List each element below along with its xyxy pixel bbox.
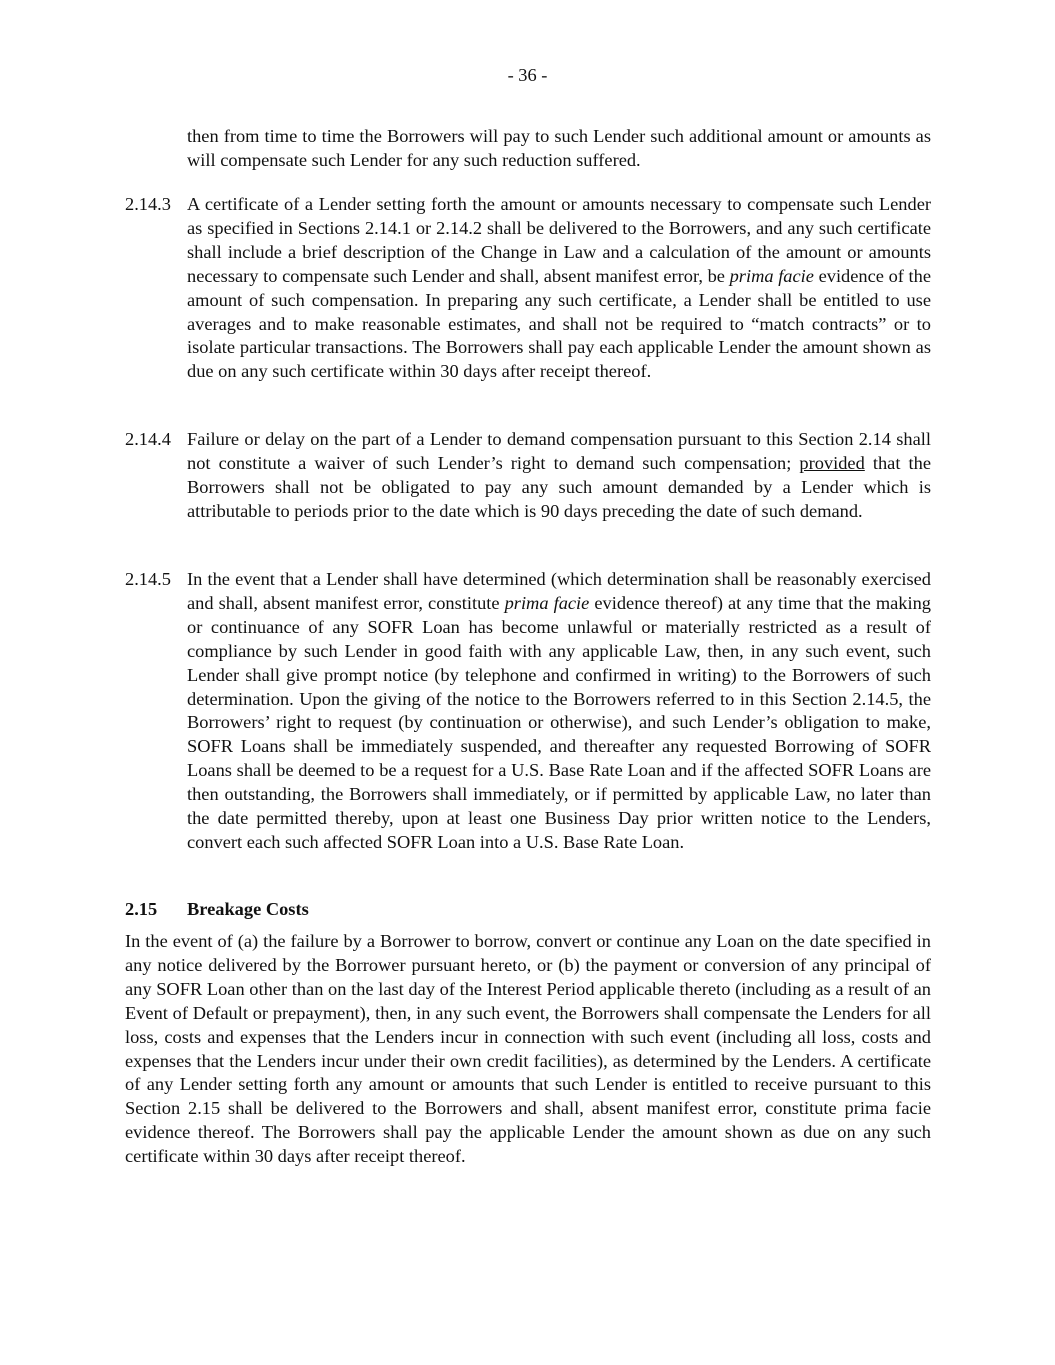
page-number: - 36 - <box>507 65 548 85</box>
continuation-paragraph: then from time to time the Borrowers will pay to such Lender such additional amount or amounts as will compensate such Lender for any such reduction suffered. <box>187 126 931 170</box>
section-number: 2.14.3 <box>125 194 171 214</box>
section-2-14-4 <box>125 428 931 524</box>
section-text: In the event that a Lender shall have determined (which determination shall be reasonably exercised and shall, absent manifest error, constitute prima facie evidence thereof) at any time that the making or continuance of any SOFR Loan has become unlawful or materially restricted as a result of compliance by such Lender in good faith with any applicable Law, then, in any such event, such Lender shall give prompt notice (by telephone and confirmed in writing) to the Borrowers of such determination. Upon the giving of the notice to the Borrowers referred to in this Section 2.14.5, the Borrowers’ right to request (by continuation or otherwise), and such Lender’s obligation to make, SOFR Loans shall be immediately suspended, and thereafter any requested Borrowing of SOFR Loans shall be deemed to be a request for a U.S. Base Rate Loan and if the affected SOFR Loans are then outstanding, the Borrowers shall immediately, or if permitted by applicable Law, no later than the date permitted thereby, upon at least one Business Day prior written notice to the Lenders, convert each such affected SOFR Loan into a U.S. Base Rate Loan. <box>187 569 931 852</box>
heading-number: 2.15 <box>125 899 158 919</box>
section-number: 2.14.4 <box>125 429 171 449</box>
section-2-14-5 <box>125 568 931 855</box>
underlined-term: provided <box>799 452 865 473</box>
section-number: 2.14.5 <box>125 569 171 589</box>
italic-term: prima facie <box>729 265 814 286</box>
section-2-14-3 <box>125 193 931 384</box>
section-text: A certificate of a Lender setting forth the amount or amounts necessary to compensate such Lender as specified in Sections 2.14.1 or 2.14.2 shall be delivered to the Borrowers, and any such certificate shall include a brief description of the Change in Law and a calculation of the amount or amounts necessary to compensate such Lender and shall, absent manifest error, be prima facie evidence of the amount of such compensation. In preparing any such certificate, a Lender shall be entitled to use averages and to make reasonable estimates, and shall not be required to “match contracts” or to isolate particular transactions. The Borrowers shall pay each applicable Lender the amount shown as due on any such certificate within 30 days after receipt thereof. <box>187 194 932 382</box>
heading-title: Breakage Costs <box>187 899 309 919</box>
section-text: Failure or delay on the part of a Lender to demand compensation pursuant to this Section 2.14 shall not constitute a waiver of such Lender’s right to demand such compensation; provided that the Borrowers shall not be obligated to pay any such amount demanded by a Lender which is attributable to periods prior to the date which is 90 days preceding the date of such demand. <box>187 429 931 521</box>
section-heading-2-15 <box>125 898 309 922</box>
breakage-costs-paragraph: In the event of (a) the failure by a Borrower to borrow, convert or continue any Loan on the date specified in any notice delivered by the Borrower pursuant hereto, or (b) the payment or conversion of any principal of any SOFR Loan other than on the last day of the Interest Period applicable thereto (including as a result of an Event of Default or prepayment), then, in any such event, the Borrowers shall compensate the Lenders for all loss, costs and expenses that the Lenders incur in connection with such event (including all loss, costs and expenses that the Lenders incur under their own credit facilities), as determined by the Lenders. A certificate of any Lender setting forth any amount or amounts that such Lender is entitled to receive pursuant to this Section 2.15 shall be delivered to the Borrowers and shall, absent manifest error, constitute prima facie evidence thereof. The Borrowers shall pay the applicable Lender the amount shown as due on any such certificate within 30 days after receipt thereof. <box>125 931 931 1167</box>
italic-term: prima facie <box>504 592 590 613</box>
